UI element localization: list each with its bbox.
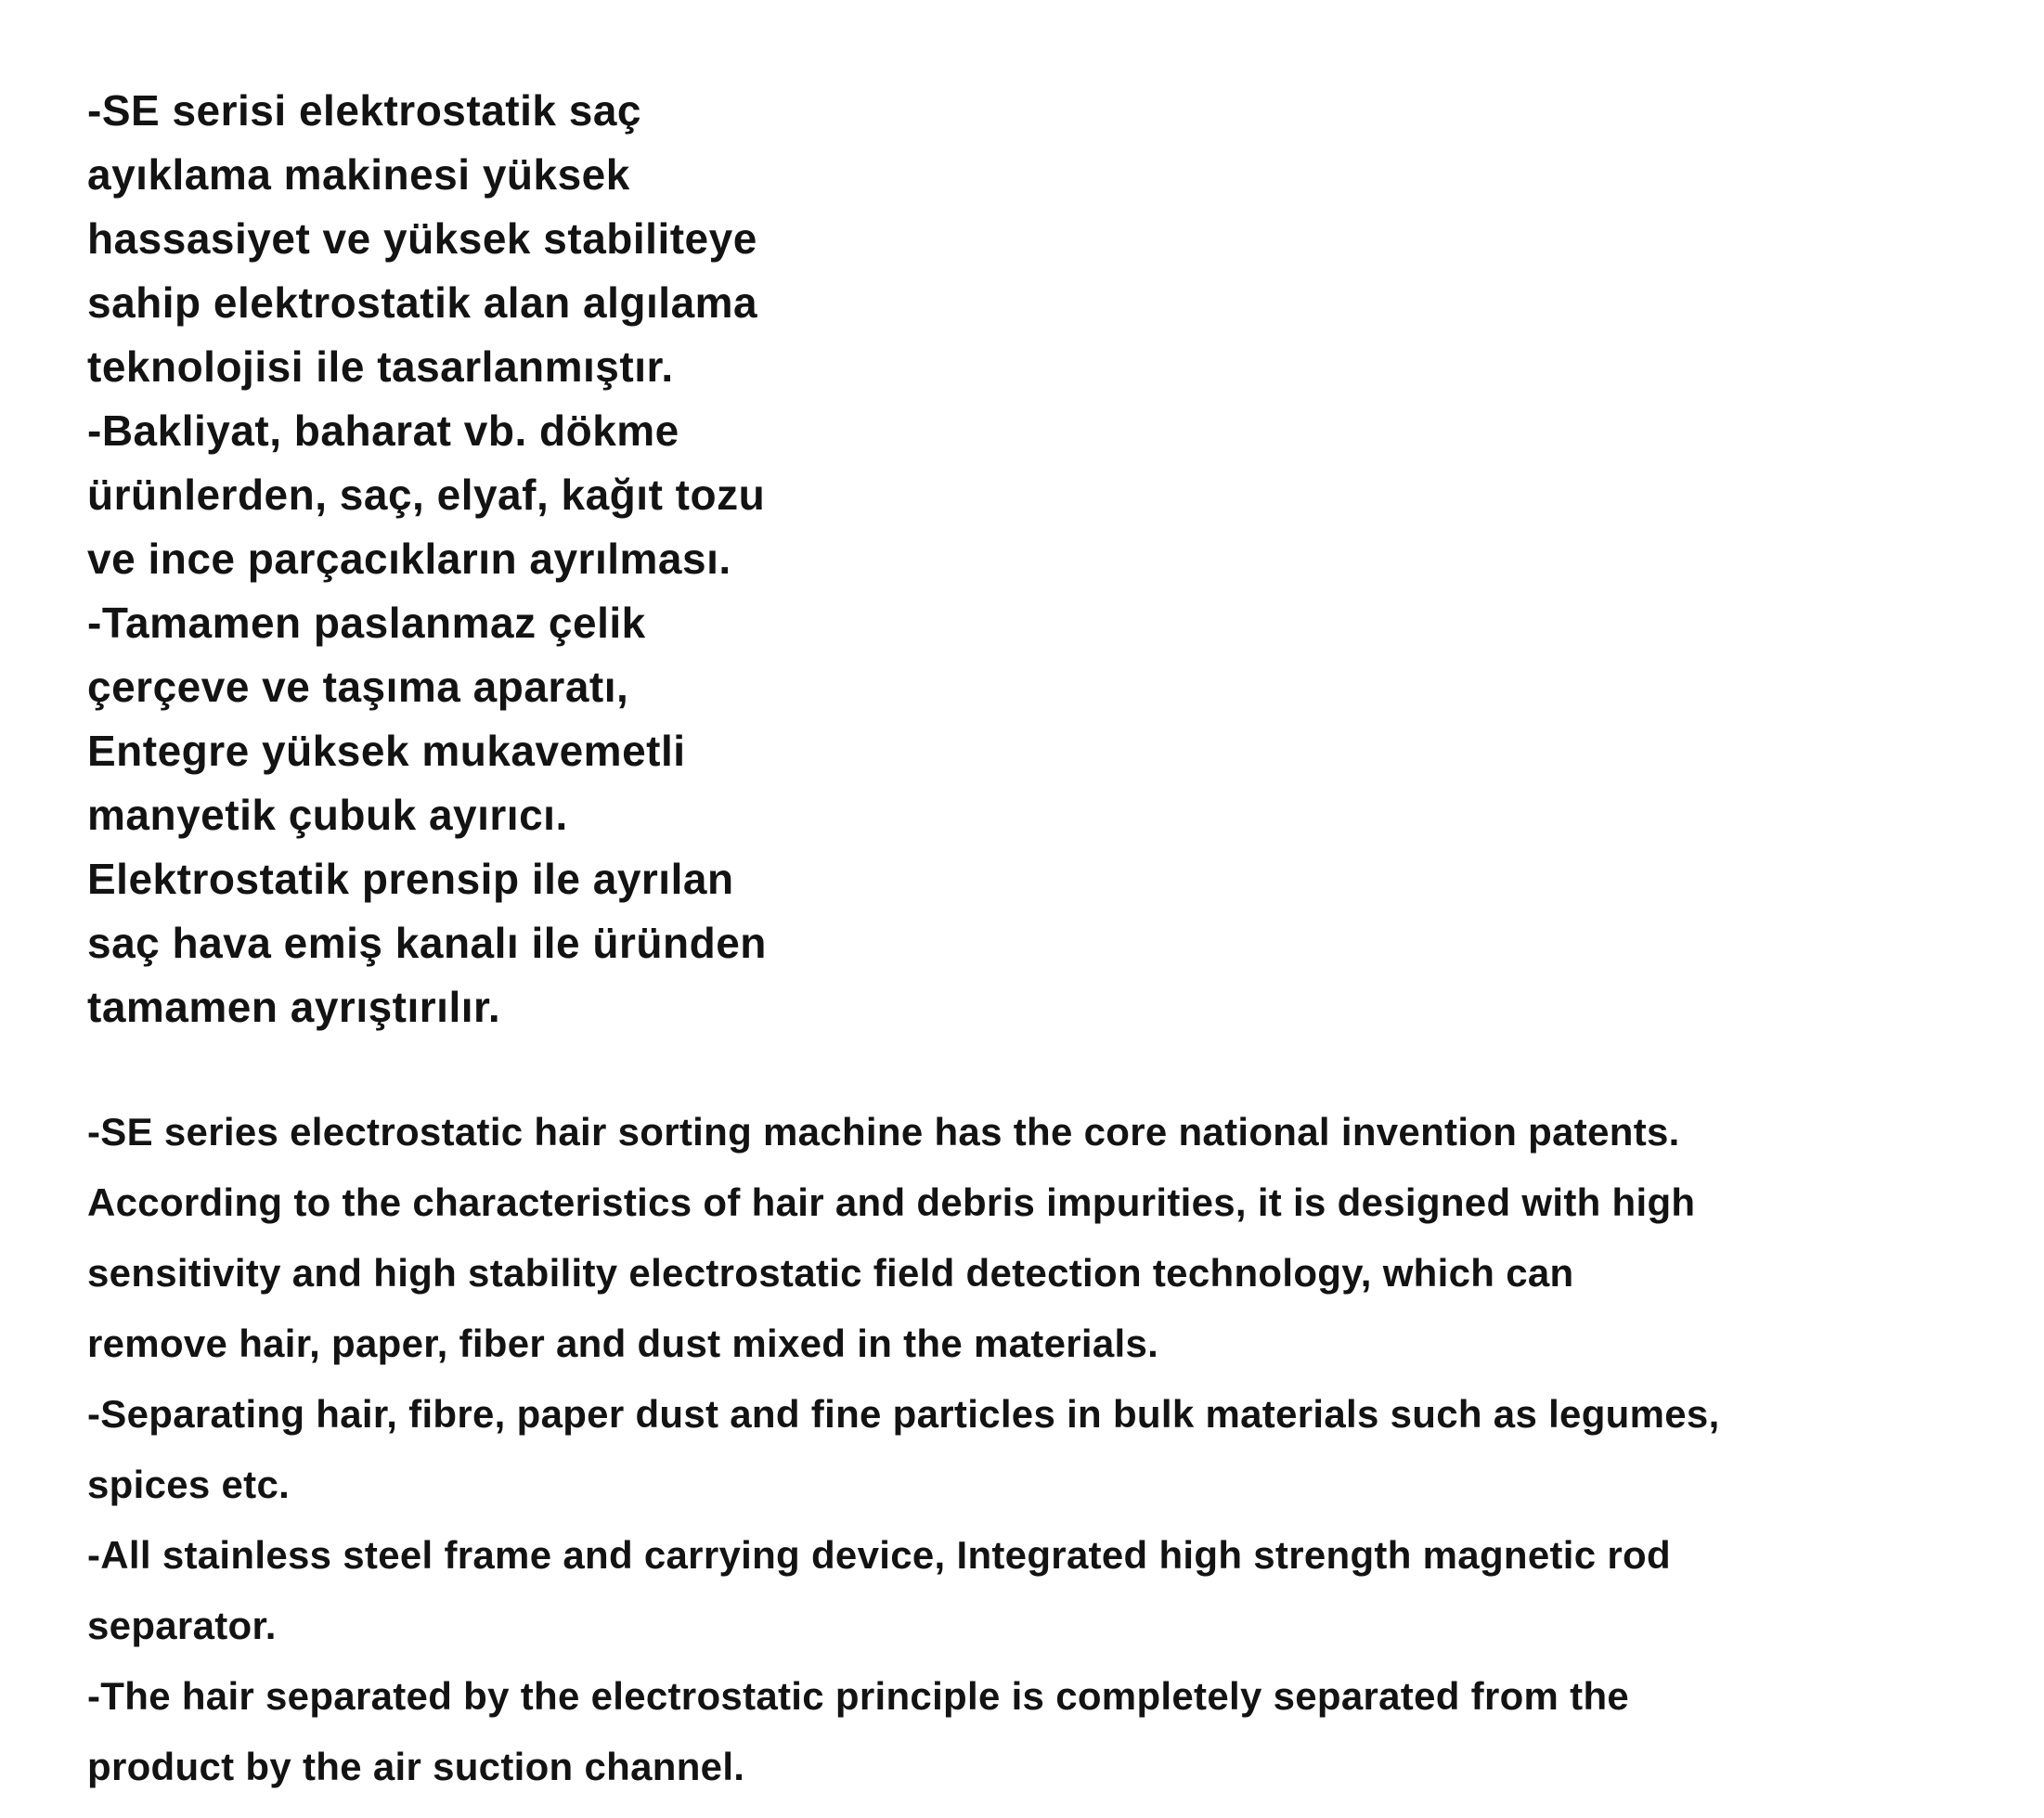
text-line: Elektrostatik prensip ile ayrılan [87, 855, 734, 903]
text-line: sahip elektrostatik alan algılama [87, 278, 758, 327]
text-line: hassasiyet ve yüksek stabiliteye [87, 214, 757, 263]
text-line: product by the air suction channel. [87, 1745, 745, 1788]
text-line: -All stainless steel frame and carrying device, Integrated high strength magnetic rod [87, 1533, 1671, 1577]
text-line: -Bakliyat, baharat vb. dökme [87, 406, 679, 455]
text-line: tamamen ayrıştırılır. [87, 983, 501, 1031]
text-line: manyetik çubuk ayırıcı. [87, 791, 568, 839]
text-line: saç hava emiş kanalı ile üründen [87, 919, 767, 967]
text-line: -SE series electrostatic hair sorting machine has the core national invention patents. [87, 1110, 1680, 1154]
text-line: -Separating hair, fibre, paper dust and fine particles in bulk materials such as legumes, [87, 1392, 1720, 1436]
text-line: ve ince parçacıkların ayrılması. [87, 535, 731, 583]
text-line: teknolojisi ile tasarlanmıştır. [87, 342, 674, 391]
text-line: -SE serisi elektrostatik saç [87, 86, 641, 135]
text-line: -The hair separated by the electrostatic principle is completely separated from the [87, 1674, 1630, 1718]
text-line: spices etc. [87, 1463, 291, 1506]
text-line: According to the characteristics of hair and debris impurities, it is designed with high [87, 1180, 1696, 1224]
text-line: Entegre yüksek mukavemetli [87, 727, 686, 775]
text-line: -Tamamen paslanmaz çelik [87, 599, 646, 647]
english-description [87, 1097, 2009, 1802]
text-line: çerçeve ve taşıma aparatı, [87, 663, 629, 711]
text-line: remove hair, paper, fiber and dust mixed in the materials. [87, 1322, 1159, 1365]
text-line: separator. [87, 1604, 277, 1647]
text-line: ürünlerden, saç, elyaf, kağıt tozu [87, 471, 766, 519]
turkish-description [87, 79, 978, 1039]
text-line: sensitivity and high stability electrostatic field detection technology, which can [87, 1251, 1574, 1295]
text-line: ayıklama makinesi yüksek [87, 150, 630, 199]
